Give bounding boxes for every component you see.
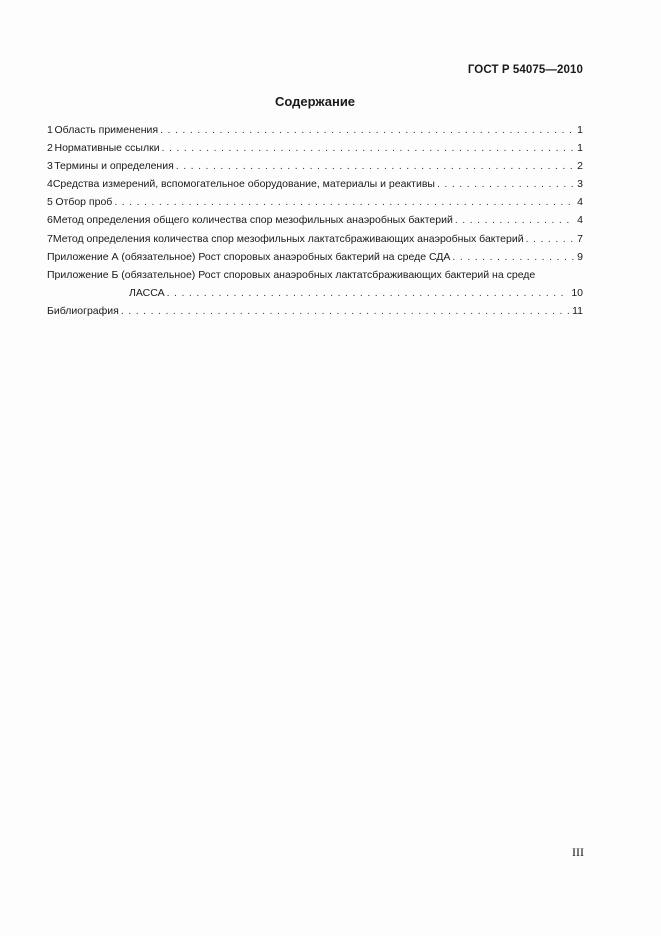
toc-entry-3[interactable] xyxy=(47,157,583,175)
toc-entry-label: Отбор проб xyxy=(55,196,113,209)
toc-dot-leader xyxy=(121,302,569,320)
toc-entry-number: 5 xyxy=(47,196,53,209)
toc-entry-page: 7 xyxy=(577,232,583,245)
toc-entry-label: Область применения xyxy=(54,124,159,136)
toc-dot-leader xyxy=(167,284,569,302)
document-code: ГОСТ Р 54075—2010 xyxy=(467,64,583,76)
toc-entry-label: Библиография xyxy=(47,304,119,317)
toc-entry-number: 1 xyxy=(47,124,53,136)
toc-entry-label: Приложение А (обязательное) Рост споровых анаэробных бактерий на среде СДА xyxy=(47,250,451,263)
toc-entry-page: 4 xyxy=(577,214,583,227)
toc-entry-7[interactable] xyxy=(47,230,583,248)
toc-entry-appendix-a[interactable] xyxy=(47,248,583,266)
toc-dot-leader xyxy=(160,121,574,139)
toc-entry-page: 1 xyxy=(577,142,583,155)
toc-entry-label: Термины и определения xyxy=(54,160,174,173)
toc-entry-page: 2 xyxy=(577,160,583,173)
toc-entry-number: 4 xyxy=(47,178,53,191)
toc-entry-label: Нормативные ссылки xyxy=(54,142,160,155)
toc-entry-page: 3 xyxy=(577,178,583,191)
toc-entry-label: Метод определения общего количества спор мезофильных анаэробных бактерий xyxy=(52,214,453,227)
toc-entry-page: 1 xyxy=(577,124,583,136)
toc-entry-page: 9 xyxy=(577,250,583,263)
toc-entry-5[interactable] xyxy=(47,193,583,211)
toc-entry-number: 3 xyxy=(47,160,53,173)
toc-entry-label: Приложение Б (обязательное) Рост споровых анаэробных лактатсбраживающих бактерий на среде xyxy=(47,268,536,281)
toc-entry-number: 6 xyxy=(47,214,53,227)
toc-title: Содержание xyxy=(274,94,356,109)
toc-entry-label: Средства измерений, вспомогательное оборудование, материалы и реактивы xyxy=(52,178,435,191)
page-number: III xyxy=(572,845,584,859)
toc-dot-leader xyxy=(455,211,574,229)
toc-entry-appendix-b-continued[interactable] xyxy=(47,284,583,302)
toc-dot-leader xyxy=(437,175,574,193)
toc-entry-2[interactable] xyxy=(47,139,583,157)
toc-dot-leader xyxy=(452,248,574,266)
toc-entry-label: ЛАССА xyxy=(129,286,165,299)
toc-dot-leader xyxy=(526,230,575,248)
toc-dot-leader xyxy=(114,193,574,211)
toc-entry-page: 11 xyxy=(572,304,583,317)
toc-entry-bibliography[interactable] xyxy=(47,302,583,320)
toc-entry-appendix-b[interactable] xyxy=(47,266,583,284)
table-of-contents xyxy=(47,121,583,320)
toc-dot-leader xyxy=(162,139,575,157)
toc-entry-page: 4 xyxy=(577,196,583,209)
toc-entry-1[interactable] xyxy=(47,121,583,139)
toc-entry-6[interactable] xyxy=(47,211,583,229)
toc-entry-label: Метод определения количества спор мезофильных лактатсбраживающих анаэробных бактерий xyxy=(52,232,524,245)
toc-dot-leader xyxy=(176,157,574,175)
toc-entry-number: 7 xyxy=(47,232,53,245)
toc-entry-number: 2 xyxy=(47,142,53,155)
toc-entry-page: 10 xyxy=(571,286,583,299)
toc-entry-4[interactable] xyxy=(47,175,583,193)
